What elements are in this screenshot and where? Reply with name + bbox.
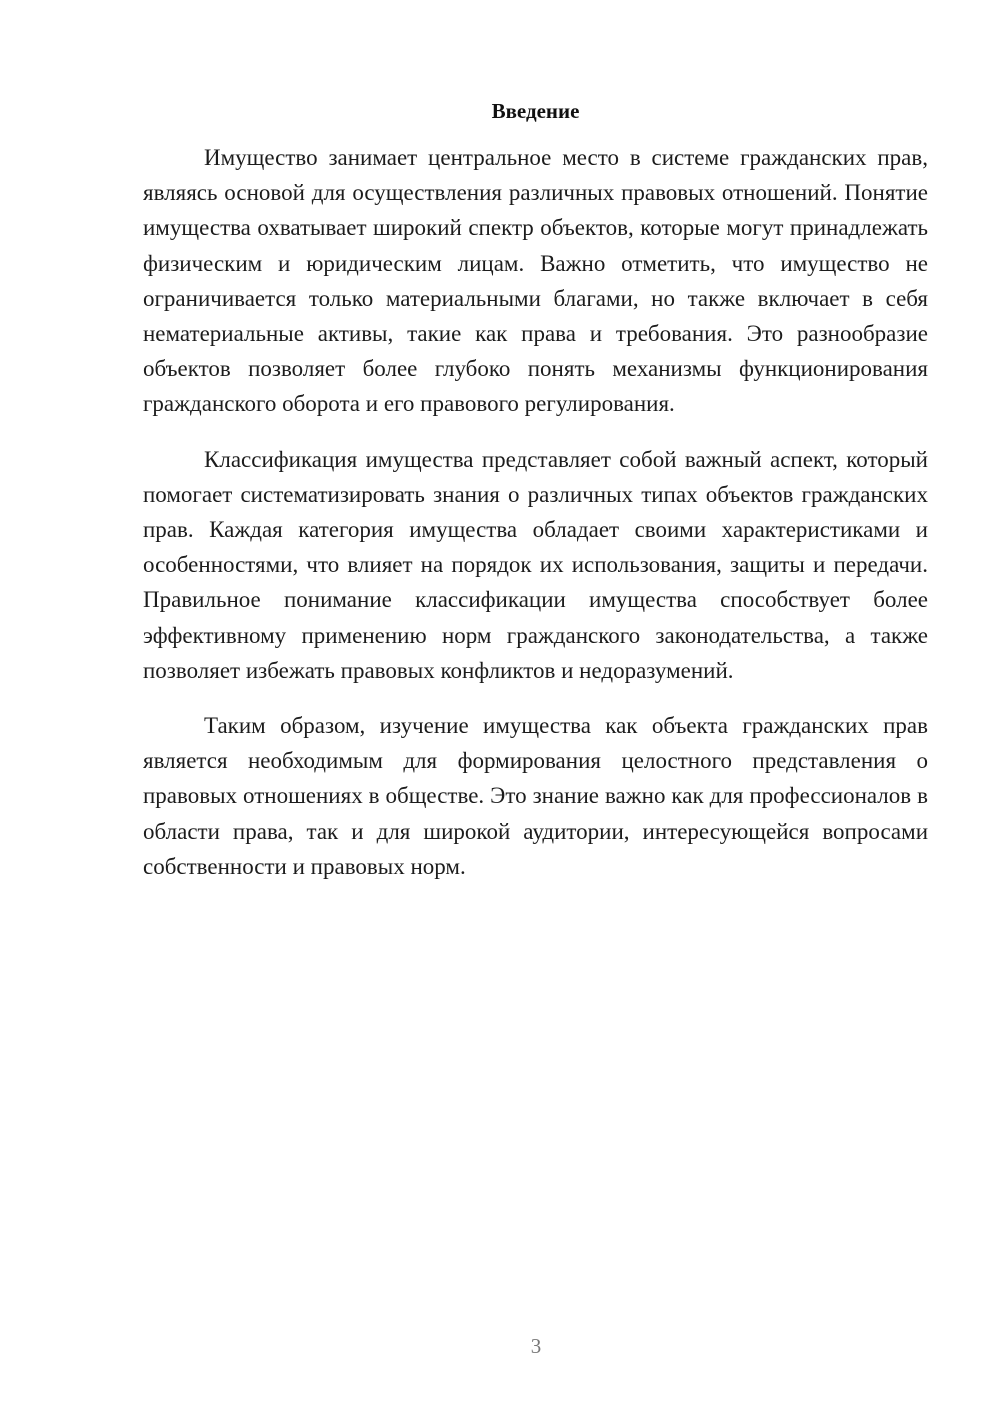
page-content (143, 96, 928, 904)
section-heading: Введение (491, 99, 580, 123)
paragraph-3: Таким образом, изучение имущества как объекта гражданских прав является необходимым для формирования целостного представления о правовых отношениях в обществе. Это знание важно как для профессионалов в области права, так и для широкой аудитории, интересующейся вопросами собственности и правовых норм. (143, 713, 928, 879)
paragraph-2: Классификация имущества представляет собой важный аспект, который помогает систематизировать знания о различных типах объектов гражданских прав. Каждая категория имущества обладает своими характеристиками и особенностями, что влияет на порядок их использования, защиты и передачи. Правильное понимание классификации имущества способствует более эффективному применению норм гражданского законодательства, а также позволяет избежать правовых конфликтов и недоразумений. (143, 446, 928, 683)
paragraph-1: Имущество занимает центральное место в системе гражданских прав, являясь основой для осуществления различных правовых отношений. Понятие имущества охватывает широкий спектр объектов, которые могут принадлежать физическим и юридическим лицам. Важно отметить, что имущество не ограничивается только материальными благами, но также включает в себя нематериальные активы, такие как права и требования. Это разнообразие объектов позволяет более глубоко понять механизмы функционирования гражданского оборота и его правового регулирования. (143, 145, 928, 417)
page-number: 3 (530, 1334, 542, 1358)
